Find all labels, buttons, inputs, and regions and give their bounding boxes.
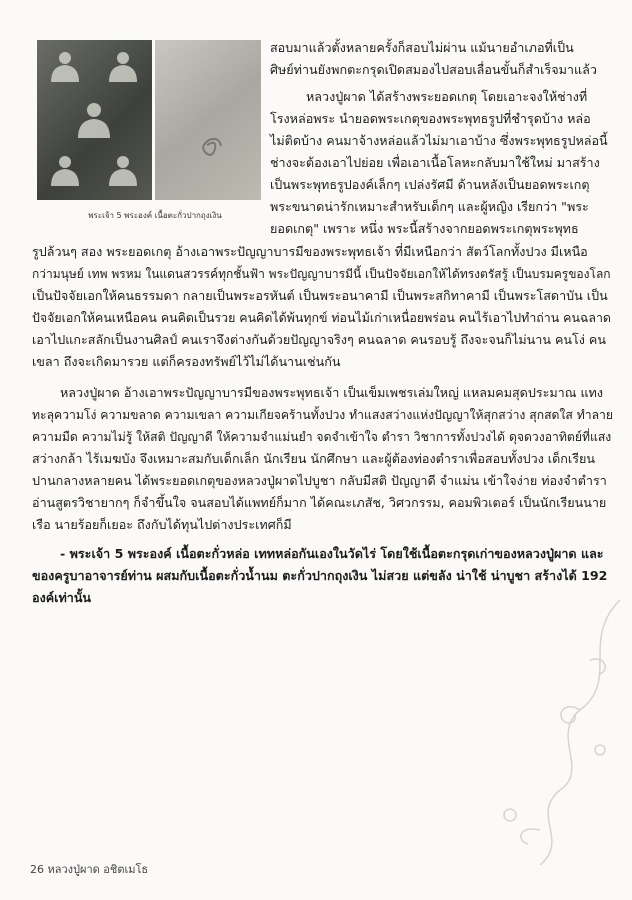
five-buddha-amulet-front-image xyxy=(37,40,152,200)
text-line: อ่านสูตรวิชายากๆ ก็จำขึ้นใจ จนสอบได้แพทย์ก็มาก ได้คณะเภสัช, วิศวกรรม, คอมพิวเตอร์ เป็นนักเรียนนาย xyxy=(32,495,607,510)
text-line: ความมืด ความไม่รู้ ให้สติ ปัญญาดี ให้ความจำแม่นยำ จดจำเข้าใจ ตำรา วิชาการทั้งปวงได้ ดุจดวงอาทิตย์ที่แสง xyxy=(32,430,612,444)
text-line: ทะลุความโง่ ความขลาด ความเขลา ความเกียจคร้านทั้งปวง ทำแสงสว่างแห่งปัญญาให้สุกสว่าง สุกสดใส ทำลาย xyxy=(32,408,614,422)
text-line: ช่างจะต้องเอาไปย่อย เพื่อเอาเนื้อโลหะกลับมาใช้ใหม่ มาสร้าง xyxy=(270,155,600,170)
text-line: องค์เท่านั้น xyxy=(32,590,92,605)
yantra-mark-icon xyxy=(155,40,261,200)
text-line: ยอดเกตุ" เพราะ หนึ่ง พระนี้สร้างจากยอดพระเกตุพระพุทธ xyxy=(270,221,579,236)
text-line: โรงหล่อพระ นำยอดพระเกตุของพระพุทธรูปที่ชำรุดบ้าง หล่อ xyxy=(270,111,591,126)
text-line: ปัจจัยเอกให้คนเหนือคน คนคิดเป็นรวย คนคิดได้พ้นทุกข์ ท่อนไม้เก่าเหนื่อยพร่อน คนไร้เอาไปทำถ่าน คนฉลาด xyxy=(32,310,611,325)
text-line: กว่ามนุษย์ เทพ พรหม ในแดนสวรรค์ทุกชั้นฟ้า พระปัญญาบารมีนี้ เป็นปัจจัยเอกให้ได้ทรงตรัสรู้ เป็นบรมครูของโลก xyxy=(32,267,611,281)
text-line: เขลา ถึงจะเกิดมารวย แต่ก็ครองทรัพย์ไว้ไม่ได้นานเช่นกัน xyxy=(32,354,341,369)
text-line: เป็นพระพุทธรูปองค์เล็กๆ เปล่งรัศมี ด้านหลังเป็นยอดพระเกตุ xyxy=(270,177,590,192)
text-line: พระขนาดน่ารักเหมาะสำหรับเด็กๆ และผู้หญิง เรียกว่า "พระ xyxy=(270,199,589,214)
text-line: สอบมาแล้วตั้งหลายครั้งก็สอบไม่ผ่าน แม้นายอำเภอที่เป็น xyxy=(270,40,574,55)
figure-caption: พระเจ้า 5 พระองค์ เนื้อตะกั่วปากถุงเงิน xyxy=(88,211,222,220)
text-line: ศิษย์ท่านยังพกตะกรุดเปิดสมองไปสอบเลื่อนขั้นก็สำเร็จมาแล้ว xyxy=(270,62,597,77)
text-line: สว่างกล้า ไร้เมฆบัง จึงเหมาะสมกับเด็กเล็ก นักเรียน นักศึกษา และผู้ต้องท่องตำราเพื่อสอบทั้งปวง เด็กเรียน xyxy=(32,451,595,466)
buddha-figures-icon xyxy=(37,40,152,200)
text-line: ปานกลางหลายคน ได้พระยอดเกตุของหลวงปู่ผาดไปบูชา กลับมีสติ ปัญญาดี จำแม่น เข้าใจง่าย ท่องจำตำรา xyxy=(32,473,607,488)
text-line: - พระเจ้า 5 พระองค์ เนื้อตะกั่วหล่อ เททหล่อกันเองในวัดไร่ โดยใช้เนื้อตะกรุดเก่าของหลวงปู่ผาด และ xyxy=(60,546,604,561)
floral-ornament-icon xyxy=(470,600,630,880)
text-line: เรือ นายร้อยก็เยอะ ถึงกับได้ทุนไปต่างประเทศก็มี xyxy=(32,517,292,532)
page-footer: 26 หลวงปู่ผาด อชิตเมโธ xyxy=(30,863,149,876)
amulet-photos xyxy=(37,40,261,200)
text-line: ของครูบาอาจารย์ท่าน ผสมกับเนื้อตะกั่วน้ำนม ตะกั่วปากถุงเงิน ไม่สวย แต่ขลัง น่าใช้ น่าบูชา สร้างได้ 192 xyxy=(32,568,608,583)
text-line: หลวงปู่ผาด ได้สร้างพระยอดเกตุ โดยเอาะจงให้ช่างที่ xyxy=(306,89,588,104)
text-line: เอาไปแกะสลักเป็นงานศิลป์ คนเราจึงต่างกันด้วยปัญญาจริงๆ คนฉลาด คนรอบรู้ ถึงจะจนก็ไม่นาน คนโง่ คน xyxy=(32,332,606,347)
amulet-back-image xyxy=(155,40,261,200)
text-line: ไม่ติดบ้าง คนมาจ้างหล่อแล้วไม่มาเอาบ้าง ซึ่งพระพุทธรูปหล่อนี้ xyxy=(270,133,608,148)
text-line: เป็นปัจจัยเอกให้คนธรรมดา กลายเป็นพระอรหันต์ เป็นพระอนาคามี เป็นพระสกิทาคามี เป็นพระโสดาบัน เป็น xyxy=(32,288,608,303)
text-line: หลวงปู่ผาด อ้างเอาพระปัญญาบารมีของพระพุทธเจ้า เป็นเข็มเพชรเล่มใหญ่ แหลมคมสุดประมาณ แทง xyxy=(60,385,604,400)
text-line: รูปล้วนๆ สอง พระยอดเกตุ อ้างเอาพระปัญญาบารมีของพระพุทธเจ้า ที่มีเหนือกว่า สัตว์โลกทั้งปวง มีเหนือ xyxy=(32,244,588,259)
